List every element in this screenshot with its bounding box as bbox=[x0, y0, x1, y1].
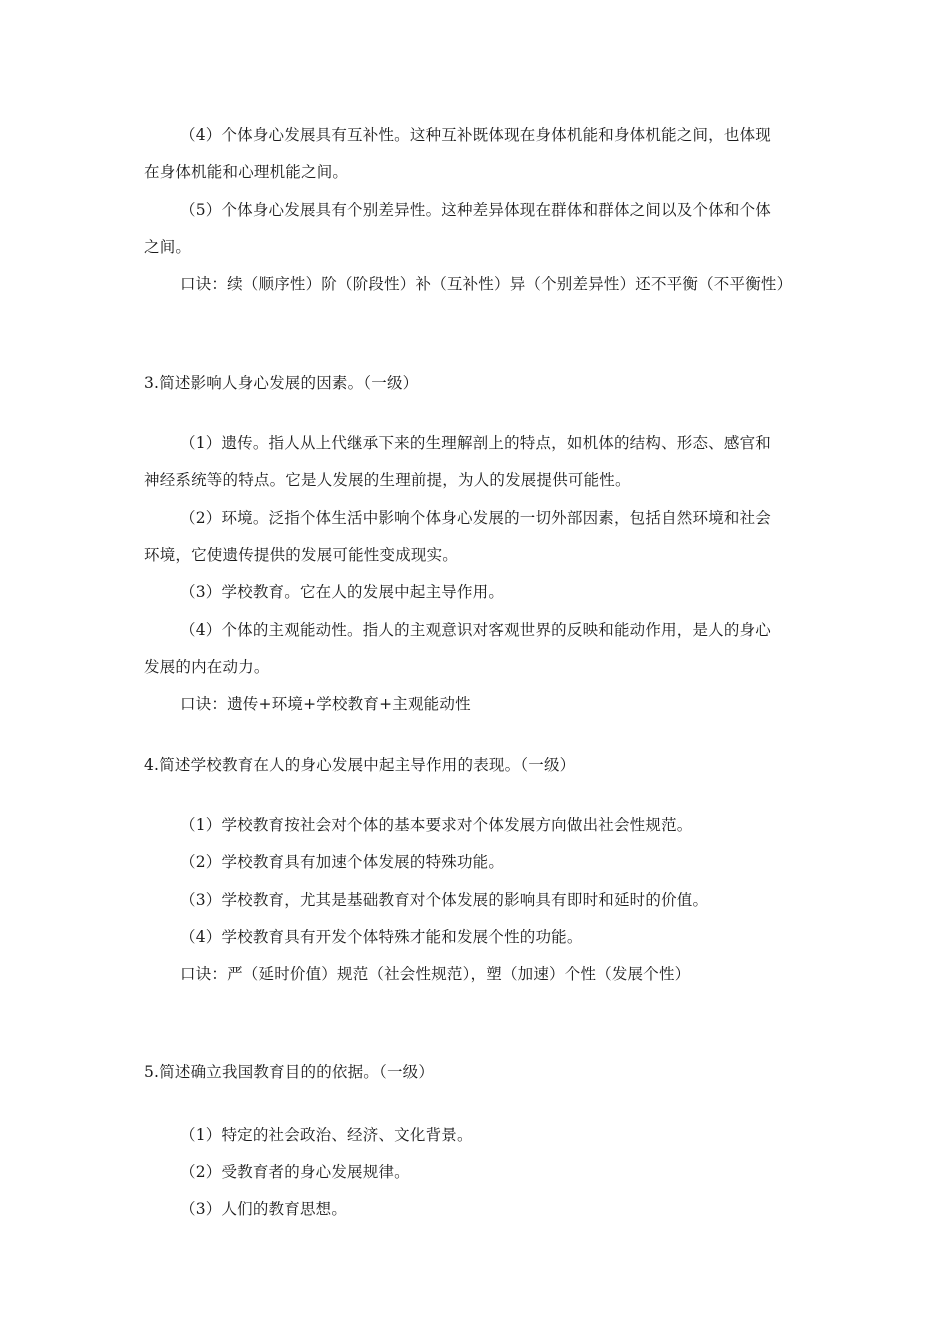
paragraph-line: （1）遗传。指人从上代继承下来的生理解剖上的特点，如机体的结构、形态、感官和 bbox=[180, 434, 771, 452]
section-title: 3.简述影响人身心发展的因素。（一级） bbox=[144, 374, 419, 392]
paragraph-line: （4）学校教育具有开发个体特殊才能和发展个性的功能。 bbox=[180, 928, 583, 946]
paragraph-line: （3）人们的教育思想。 bbox=[180, 1200, 348, 1218]
section-title: 5.简述确立我国教育目的的依据。（一级） bbox=[144, 1063, 435, 1081]
section-title: 4.简述学校教育在人的身心发展中起主导作用的表现。（一级） bbox=[144, 756, 576, 774]
paragraph-line: （2）学校教育具有加速个体发展的特殊功能。 bbox=[180, 853, 505, 871]
paragraph-line: （4）个体身心发展具有互补性。这种互补既体现在身体机能和身体机能之间，也体现 bbox=[180, 126, 771, 144]
mnemonic-line: 口诀：续（顺序性）阶（阶段性）补（互补性）异（个别差异性）还不平衡（不平衡性） bbox=[180, 275, 793, 293]
paragraph-line: 神经系统等的特点。它是人发展的生理前提，为人的发展提供可能性。 bbox=[144, 471, 631, 489]
paragraph-line: （1）特定的社会政治、经济、文化背景。 bbox=[180, 1126, 473, 1144]
paragraph-line: （2）环境。泛指个体生活中影响个体身心发展的一切外部因素，包括自然环境和社会 bbox=[180, 509, 771, 527]
paragraph-line: （3）学校教育，尤其是基础教育对个体发展的影响具有即时和延时的价值。 bbox=[180, 891, 709, 909]
paragraph-line: （3）学校教育。它在人的发展中起主导作用。 bbox=[180, 583, 505, 601]
mnemonic-line: 口诀：严（延时价值）规范（社会性规范），塑（加速）个性（发展个性） bbox=[180, 965, 691, 983]
paragraph-line: （2）受教育者的身心发展规律。 bbox=[180, 1163, 410, 1181]
paragraph-line: 发展的内在动力。 bbox=[144, 658, 270, 676]
mnemonic-line: 口诀：遗传+环境+学校教育+主观能动性 bbox=[180, 695, 471, 713]
paragraph-line: （1）学校教育按社会对个体的基本要求对个体发展方向做出社会性规范。 bbox=[180, 816, 693, 834]
paragraph-line: （5）个体身心发展具有个别差异性。这种差异体现在群体和群体之间以及个体和个体 bbox=[180, 201, 771, 219]
paragraph-line: （4）个体的主观能动性。指人的主观意识对客观世界的反映和能动作用，是人的身心 bbox=[180, 621, 771, 639]
paragraph-line: 在身体机能和心理机能之间。 bbox=[144, 163, 349, 181]
paragraph-line: 之间。 bbox=[144, 238, 192, 256]
paragraph-line: 环境，它使遗传提供的发展可能性变成现实。 bbox=[144, 546, 459, 564]
